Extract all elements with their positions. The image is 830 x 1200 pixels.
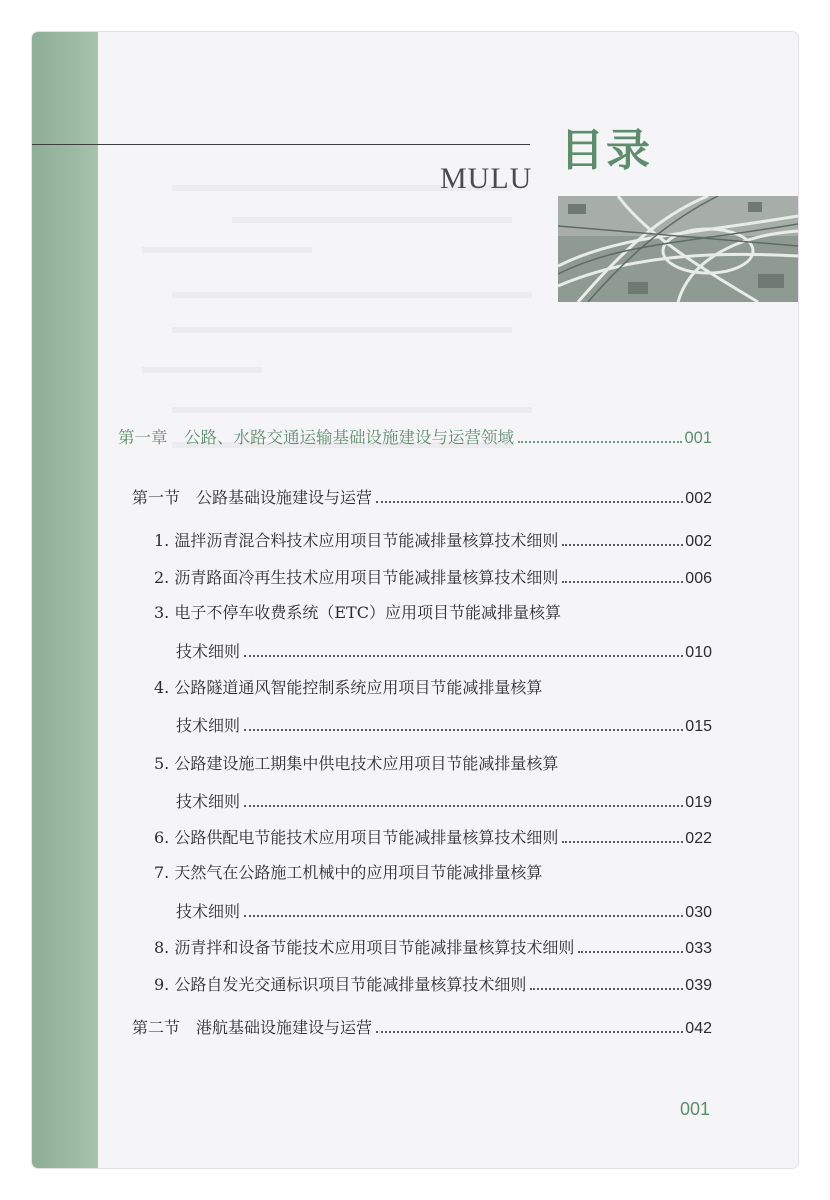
item-page: 030 xyxy=(685,904,712,921)
toc-item-row[interactable] xyxy=(154,935,712,958)
section-page: 002 xyxy=(685,490,712,507)
toc-item-row[interactable] xyxy=(176,789,712,812)
dot-leader xyxy=(244,805,683,807)
item-page: 022 xyxy=(685,830,712,847)
dot-leader xyxy=(562,544,683,546)
toc-title-pinyin: MULU xyxy=(440,162,533,195)
dot-leader xyxy=(244,915,683,917)
dot-leader xyxy=(578,951,683,953)
dot-leader xyxy=(244,655,683,657)
dot-leader xyxy=(376,1031,683,1033)
item-title: 9. 公路自发光交通标识项目节能减排量核算技术细则 xyxy=(154,975,527,994)
item-title[interactable]: 5. 公路建设施工期集中供电技术应用项目节能减排量核算 xyxy=(154,754,559,773)
toc-title: 目录 xyxy=(560,125,652,176)
toc-item-row[interactable] xyxy=(176,713,712,736)
item-page: 006 xyxy=(685,570,712,587)
toc-item-row[interactable] xyxy=(154,825,712,848)
item-page: 019 xyxy=(685,794,712,811)
section-page: 042 xyxy=(685,1020,712,1037)
item-title-continued: 技术细则 xyxy=(176,792,241,811)
toc-section-row[interactable] xyxy=(132,1015,712,1038)
table-of-contents xyxy=(32,32,798,1168)
toc-chapter-row[interactable] xyxy=(118,424,712,448)
section-title: 第一节 公路基础设施建设与运营 xyxy=(132,488,373,507)
page-number: 001 xyxy=(679,1099,710,1119)
item-page: 002 xyxy=(685,533,712,550)
item-title-continued: 技术细则 xyxy=(176,642,241,661)
toc-item-row[interactable] xyxy=(154,565,712,588)
item-page: 015 xyxy=(685,718,712,735)
item-title: 1. 温拌沥青混合料技术应用项目节能减排量核算技术细则 xyxy=(154,531,559,550)
toc-item-row[interactable] xyxy=(154,972,712,995)
chapter-title: 第一章 公路、水路交通运输基础设施建设与运营领域 xyxy=(118,428,514,447)
toc-item-row[interactable] xyxy=(176,639,712,662)
chapter-page: 001 xyxy=(684,429,712,447)
item-title-continued: 技术细则 xyxy=(176,716,241,735)
item-page: 010 xyxy=(685,644,712,661)
toc-section-row[interactable] xyxy=(132,485,712,508)
item-title: 2. 沥青路面冷再生技术应用项目节能减排量核算技术细则 xyxy=(154,568,559,587)
item-title[interactable]: 3. 电子不停车收费系统（ETC）应用项目节能减排量核算 xyxy=(154,603,561,622)
dot-leader xyxy=(562,581,683,583)
dot-leader xyxy=(376,501,683,503)
dot-leader xyxy=(244,729,683,731)
dot-leader xyxy=(530,988,683,990)
toc-item-row[interactable] xyxy=(176,899,712,922)
item-title: 6. 公路供配电节能技术应用项目节能减排量核算技术细则 xyxy=(154,828,559,847)
dot-leader xyxy=(518,441,682,443)
toc-page xyxy=(32,32,798,1168)
item-title-continued: 技术细则 xyxy=(176,902,241,921)
item-page: 033 xyxy=(685,940,712,957)
section-title: 第二节 港航基础设施建设与运营 xyxy=(132,1018,373,1037)
toc-item-row[interactable] xyxy=(154,528,712,551)
item-title[interactable]: 4. 公路隧道通风智能控制系统应用项目节能减排量核算 xyxy=(154,678,543,697)
item-title[interactable]: 7. 天然气在公路施工机械中的应用项目节能减排量核算 xyxy=(154,863,543,882)
item-page: 039 xyxy=(685,977,712,994)
dot-leader xyxy=(562,841,683,843)
item-title: 8. 沥青拌和设备节能技术应用项目节能减排量核算技术细则 xyxy=(154,938,575,957)
